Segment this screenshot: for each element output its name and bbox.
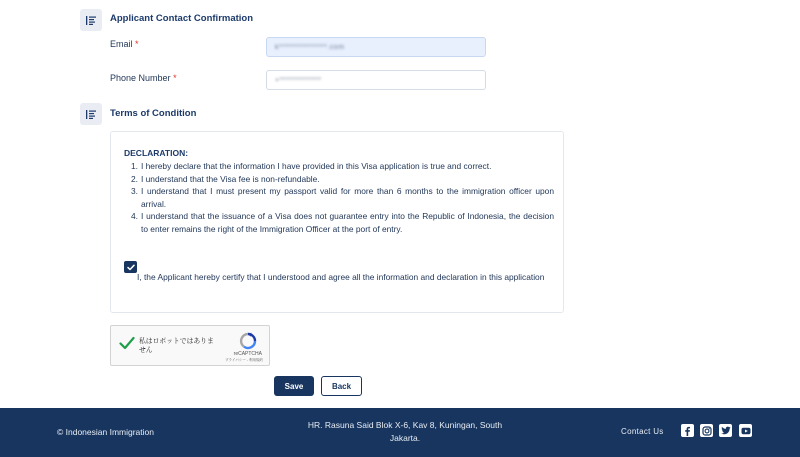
recaptcha-text: 私はロボットではありません [139,338,214,354]
youtube-icon[interactable] [739,424,752,437]
email-value: k***************.com [275,43,345,51]
recaptcha-check-icon [119,336,135,350]
declaration-item: 3. I understand that I must present my passport valid for more than 6 months to the immigration officer upon arrival. [131,186,554,209]
email-field[interactable] [266,37,486,57]
recaptcha-links[interactable]: プライバシー - 利用規約 [225,358,263,362]
terms-box [110,131,564,313]
declaration-title: DECLARATION: [124,148,189,158]
instagram-icon[interactable] [700,424,713,437]
section-list-icon [80,103,102,125]
footer [0,408,800,457]
recaptcha-widget[interactable] [110,325,270,366]
phone-value: +************* [275,76,322,84]
phone-field[interactable] [266,70,486,90]
contact-us-link[interactable]: Contact Us [621,427,664,436]
footer-address: HR. Rasuna Said Blok X-6, Kav 8, Kuningan, South Jakarta. [307,420,503,443]
recaptcha-logo-icon [239,332,257,350]
section-title-contact: Applicant Contact Confirmation [110,13,254,24]
email-label: Email * [110,39,139,49]
declaration-list [124,160,554,236]
back-button[interactable]: Back [321,376,362,396]
section-list-icon [80,9,102,31]
recaptcha-brand: reCAPTCHA [233,351,262,357]
phone-label: Phone Number * [110,73,177,83]
agree-label[interactable]: I, the Applicant hereby certify that I understood and agree all the information and declaration in this application [137,272,545,282]
declaration-item: 1. I hereby declare that the information I have provided in this Visa application is true and correct. [131,161,492,171]
check-icon [127,264,135,271]
section-title-terms: Terms of Condition [110,108,197,119]
agree-checkbox[interactable] [124,261,137,273]
twitter-icon[interactable] [719,424,732,437]
footer-copyright: © Indonesian Immigration [57,427,154,437]
declaration-item: 2. I understand that the Visa fee is non-refundable. [131,173,320,184]
declaration-item: 4. I understand that the issuance of a Visa does not guarantee entry into the Republic of Indonesia, the decision to enter remains the right of the Immigration Officer at the port of entry. [131,211,554,234]
facebook-icon[interactable] [681,424,694,437]
save-button[interactable]: Save [274,376,314,396]
